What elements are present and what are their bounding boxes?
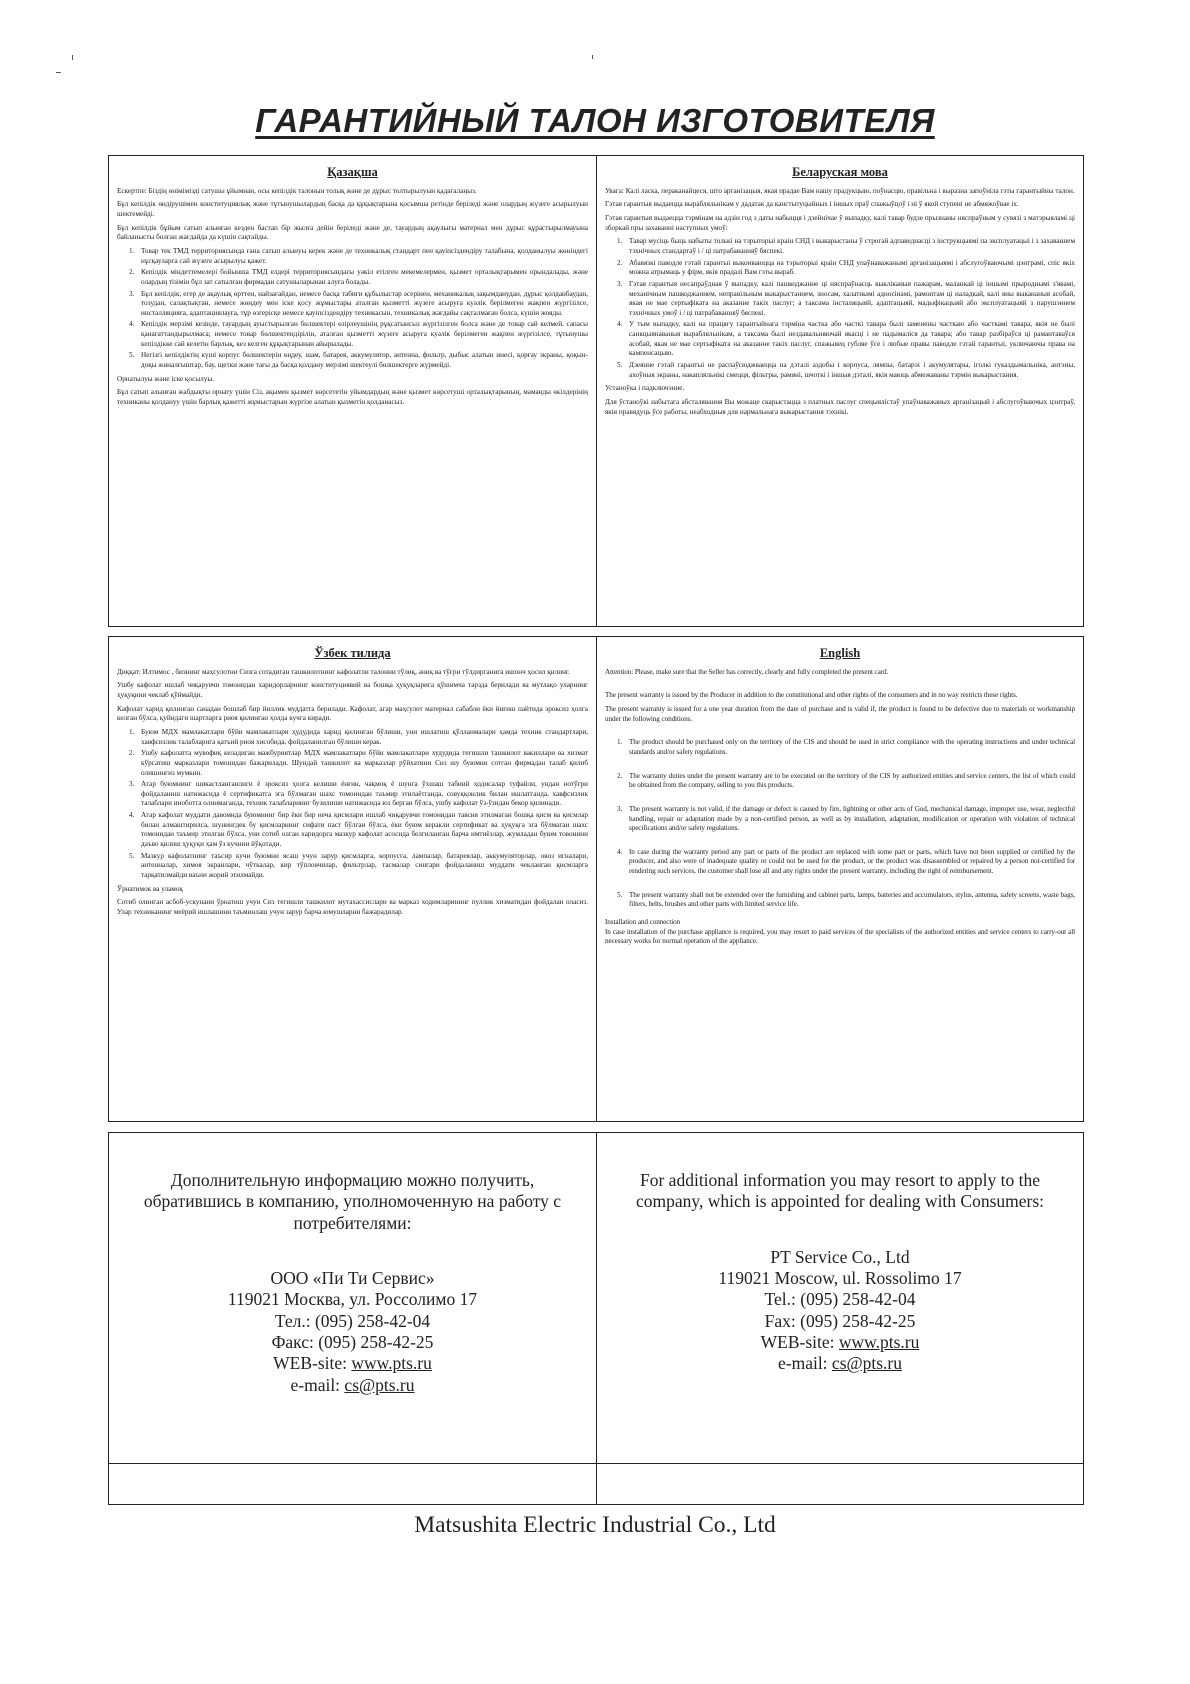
email-link[interactable]: cs@pts.ru [831, 1353, 902, 1374]
paragraph: Attention: Please, make sure that the Seller has correctly, clearly and fully completed the present card. [605, 667, 889, 676]
list-item: 1. Тавар мусіць быць набыты толькі на тэрыторыі краін СНД і выкарыстаны ў строгай адпаведнасці з інструкцыямі па эксплуатацыі і з захаваннем тэхнічных стандартаў і / ці патрабаванняў бяспекі. [617, 237, 1075, 255]
install-text: Сотиб олинган асбоб-ускунани ўрнатиш учун Сиз тегишли ташкилот мутахассислари ва марказ ходимларининг пуллик хизматидан фойдалан оласиз. Улар техниканинг меёрий ишлашини таъминлаш учун зарур барча юмушларни бажарадилар. [117, 898, 588, 916]
email-link[interactable]: cs@pts.ru [344, 1374, 415, 1395]
conditions-list [117, 728, 588, 881]
address: 119021 Moscow, ul. Rossolimo 17 [718, 1268, 962, 1289]
contact-grid [108, 1132, 1084, 1505]
section-kazakh [109, 156, 596, 626]
list-item: 4. Кепілдік мерзімі кезінде, тауардың ауыстырылған бөлшектері өзірлеушінің рұқсатынсыз жүргізілген болса және де товар сай келмей, сапасы қанағаттандырылмаса; немесе товар бөлшектендірілін, аталған қызметті жүзеге асыруға куәлік берілмеген жақпен жүргізілсе, тұтынушы кепілдікке сай келетін барлық, кез келген құқықтарынан айырылады. [129, 320, 588, 348]
paragraph: Ушбу кафолат ишлаб чиқарувчи томонидан харидорларнинг конституциявий ва бошқа ҳуқуқларига қўшимча тарзда берилади ва мутлақо уларнинг ҳуқуқини чеклаб қўймайди. [117, 681, 588, 700]
address: 119021 Москва, ул. Россолимо 17 [227, 1289, 478, 1310]
list-item: 5. Мазкур кафолатнинг таъсир кучи буюмни ясаш учун зарур қисмларга, корпусга, лампалар, батареялар, аккумуляторлар, овоз игналари, антенналар, химоя экранлари, чўткалар, кир тўпловчилар, фильтрлар, тасмалар сингари фойдаланиш муддати чекланган қисмларга тарқатилмайди ваъни жорий этилмайди. [129, 851, 588, 879]
section-belarusian [596, 156, 1083, 626]
page-title: ГАРАНТИЙНЫЙ ТАЛОН ИЗГОТОВИТЕЛЯ [255, 102, 935, 139]
install-text: Бұл сатып алынған жабдықты орнату үшін Сіз, ақымен қызмет көрсететін уйымдардың және қызмет көрсетуші орталықтарының, маманды өкілдерінің техниканы қолдануу үшін барлық қажетті жұмыстарын жүргізе алатын қызметін қолданасыз. [117, 388, 588, 406]
list-item: 4. Агар кафолат муддати давомида буюмнинг бир ёки бир неча қисмлари ишлаб чиқарувчи томонидан тавсия этилмаган бошқа қисм ва қисмлар билан алмаштирилса, шунингдек бу қисмларнинг сифати паст бўлган бўлса, ёки буюм керакли сертификат ва ҳуқуқга эга бўлмаган шахс томонидан таъмир этилган бўлса, уни сотиб олган харидорга мазкур кафолат асосида белгиланган барча имтиёзлар, жумладан буюм товонини даъво қилиш ҳуқуқи ҳам ўз кучини йўқотади. [129, 811, 588, 848]
list-item: 1. Товар тек ТМД территориясында ғана сатып алынуы керек және де техникалық стандарт пен қауіпсіздендіру талабына, қолданылуы жөніндегі нұсқауларға сай жүзеге асырылуы қажет. [129, 246, 588, 265]
section-english [596, 637, 1083, 1121]
website-line: WEB-site: www.pts.ru [273, 1353, 432, 1374]
list-item: 1. The product should be purchased only on the territory of the CIS and should be used in strict compliance with the operating instructions and under technical standards and/or safety regulations. [617, 738, 1075, 756]
paragraph: Бұл кепілдік өндірушімен конституциялық және тұтынушылардың басқа да құқықтарына қосымша ретінде беріледі және олардың жүзеге асырылуын шектемейді. [117, 200, 588, 219]
fax: Факс: (095) 258-42-25 [271, 1332, 434, 1353]
list-item: 5. The present warranty shall not be extended over the furnishing and cabinet parts, lamps, batteries and accumulators, stylus, antenna, safety screens, waste bags, filters, belts, brushes and other parts with limited service life. [617, 890, 1075, 909]
blank-stamp-cell-right [596, 1464, 1083, 1504]
list-item: 5. Негізгі кепілдіктің күші корпус бөлшектерін өңдеу, шам, батарея, аккумулятор, антенна, фильтр, дыбыс алатын инесі, қорғау экраны, қоқын-доқы жиналғыштар, бау, щетки және тағы да басқа қолдану мерзімі шектеулі бөлшектерге жүрмейді. [129, 351, 588, 369]
list-item: 5. Дзеянне гэтай гарантыі не распаўсюджваецца на дэталі аздобы і корпуса, лямпы, батарэі і акумулятары, іголкі гуказдымальніка, антэны, ахоўныя экраны, накапляльнікі смецця, фільтры, рамяні, шчоткі і іншыя дэталі, якія маюць абмежаваны тэрмін выкарыстання. [617, 361, 1075, 379]
email-line: e-mail: cs@pts.ru [290, 1374, 415, 1395]
list-item: 3. Агар буюмнинг шикастланганлиги ё эроксиз ҳолга келиши ёнғин, чақмоқ ё шунга ўхшаш табиий ҳодисалар туфайли, ундан нотўғри фойдаланиш натижасида ё сертификатга эга бўлмаган шахс томонидан таъмир этилаётганда, совуққонлик билан ишлатганда, хавфсизлик талаблари иноботга олинмаганда, техник талабларнинг бузилиши натижасида юз берган бўлса, ушбу кафолат ўз-ўзидан бекор қилинади. [129, 780, 588, 808]
fax: Fax: (095) 258-42-25 [764, 1310, 916, 1331]
list-item: 2. Ушбу кафолатга мувофиқ келадиган мажбуриятлар МДХ мамлакатлари бўйи мамлакатлари худудида тегишли ташкилот вакиллари ва хизмат кўрсатиш марказлари томонидан бажарилади. Шундай ташкилот ва марказлар рўйхатини Сиз шу буюмни сотган фирмадан талаб қилиб олишингиз мумкин. [129, 749, 588, 777]
paragraph: Увага: Калі ласка, пераканайцеся, што арганізацыя, якая прадае Вам нашу прадукцыю, поўнасцю, правільна і выразна запоўніла гэты гарантыйны талон. [605, 186, 1075, 195]
list-item: 4. У тым выпадку, калі на працягу гарантыйнага тэрміна частка або часткі тавара былі заменены часткаю або часткамі тавара, якія не былі санкцыянаваныя вырабляльнікам, а таксама былі нездавальняючай якасці і не падымаліся да тавара; або тавар разбіраўся ці рамантаваўся асобай, якая не мае сертыфіката на аказанне такіх паслуг, спажывец губляе ўсе і любые правы паводле гэтай гарантыі, уключаючы права на кампенсацыю. [617, 320, 1075, 358]
email-line: e-mail: cs@pts.ru [777, 1353, 902, 1374]
website-link[interactable]: www.pts.ru [838, 1332, 920, 1353]
install-heading: Орнатылуы және іске қосылуы. [117, 374, 214, 383]
phone: Tel.: (095) 258-42-04 [764, 1289, 916, 1310]
scan-mark [592, 55, 593, 59]
paragraph: Ескертпе: Біздің өнімімізді сатушы ұйымнан, осы кепілдік талонын толық және де дұрыс толтырылуын қадағалаңыз. [117, 186, 477, 195]
scan-mark [72, 55, 73, 60]
warranty-grid-middle [108, 636, 1084, 1122]
phone: Тел.: (095) 258-42-04 [274, 1310, 431, 1331]
list-item: 2. The warranty duties under the present warranty are to be executed on the territory of the CIS by authorized entities and service centers, the list of which could be obtained from the company, selling to you this products. [617, 771, 1075, 790]
install-text: In case installation of the purchase appliance is required, you may resort to paid services of the specialists of the authorized entities and service centers to carry-out all necessary works for normal operation of the appliance. [605, 927, 1075, 946]
list-item: 2. Абавязкі паводле гэтай гарантыі выконваюцца на тэрыторыі краін СНД упаўнаважанымі арганізацыямі і абслугоўваючымі цэнтрамі, спіс якіх можна атрымаць у фірм, якія прадалі Вам гэты выраб. [617, 258, 1075, 277]
company-name: PT Service Co., Ltd [770, 1246, 910, 1267]
section-heading: English [819, 646, 861, 660]
conditions-list [605, 237, 1075, 380]
paragraph: Гэтая гарантыя выдаецца тэрмінам на адзін год з даты набыцця і дзейнічае ў выпадку, калі тавар будзе прызнаны няспраўным у сувязі з матэрыяламі ці зборкай пры захаванні наступных умоў: [605, 214, 1075, 232]
section-heading: Беларуская мова [792, 165, 888, 179]
conditions-list [605, 738, 1075, 910]
conditions-list [117, 247, 588, 371]
install-heading: Ўрнатимок ва уламоқ [117, 884, 183, 893]
contact-intro: Дополнительную информацию можно получить, обратившись в компанию, уполномоченную на работу с потребителями: [143, 1170, 562, 1233]
contact-english [596, 1133, 1083, 1463]
website-line: WEB-site: www.pts.ru [760, 1332, 920, 1353]
paragraph: Бұл кепілдік бұйым сатып алынған кезден бастап бір жылға дейін беріледі және де, тауардың ақаулығы материал мен дұрыс құрастырылмауына байланысты болған жағдайда да күшін сақтайды. [117, 223, 588, 242]
section-heading: Қазақша [327, 165, 378, 179]
install-heading: Устаноўка і падключэнне. [605, 384, 685, 393]
blank-stamp-cell-left [109, 1464, 596, 1504]
list-item: 3. The present warranty is not valid, if the damage or defect is caused by fire, lightning or other acts of God, mechanical damage, improper use, wear, neglectful handling, repair or adaptation made by a non-certified person, as well as by installation, adaptation, modification or operation with violation of technical specifications and/or safety regulations. [617, 804, 1075, 833]
contact-intro: For additional information you may resort to apply to the company, which is appointed for dealing with Consumers: [635, 1170, 1045, 1212]
list-item: 3. Бұл кепілдік, егер де ақаулық өрттен, найзағайдан, немесе басқа табиғи құбылыстар әсерінен, механикалық зақымданудан, дұрыс қолданбаудан, тозудан, салақтықтан, немесе жөндеу мен іске қосу жұмыстары аталған қызметті жүзеге асыруға куәлік берілмеген жақпен жүргізілсе, инсталляцияға, адаптациялауға, тұр өзгерісқе немесе қауіпсіздендіру техникасын, техникалық жағдайы сақталмаған болса, күшін жояды. [129, 289, 588, 317]
contact-russian [109, 1133, 596, 1463]
install-heading: Installation and connection [605, 918, 681, 926]
install-text: Для ўстаноўкі набытага абсталявання Вы можаце скарыстацца з платных паслуг спецыялістаў упаўнаважаных арганізацый і абслугоўваючых цэнтраў, якія правядуць ўсе работы, неабходныя для нармальнага выкарыстання тэхнікі. [605, 397, 1075, 416]
warranty-grid-top [108, 155, 1084, 627]
manufacturer-footer: Matsushita Electric Industrial Co., Ltd [414, 1512, 776, 1538]
section-heading: Ўзбек тилида [314, 646, 391, 660]
paragraph: Диққат: Илтимос , бизнинг маҳсулотни Сизга сотадиган ташкилотнинг кафолатли талонни тўлиқ, аниқ ва тўғри тўлдирганига ишонч ҳосил қилинг. [117, 667, 570, 676]
scan-mark [56, 72, 61, 73]
paragraph: Кафолат харид қилинган санадан бошлаб бир йиллик муддатга берилади. Кафолат, агар маҳсулот материал сабабли ёки йиғиш пайтида эроксиз ҳолга келган бўлса, қуйидаги шартларга риоя қилинган ҳолда кучга киради. [117, 704, 588, 723]
paragraph: Гэтая гарантыя выдаецца вырабляльнікам у дадатак да канстытуцыйных і іншых праў спажыўцоў і ні ў якой ступені не абмяжоўвае іх. [605, 200, 1019, 209]
section-uzbek [109, 637, 596, 1121]
website-link[interactable]: www.pts.ru [351, 1353, 432, 1374]
list-item: 1. Буюм МДХ мамлакатлари бўйи мамлакатлари ҳудудида харид қилинган бўлиши, уни ишлатиш қўлланмалари ҳамда техник стандартлари, хавфсизлик талабларига қатъий риоя хисобида, фойдаланилган бўлиши керак. [129, 727, 588, 746]
paragraph: The present warranty is issued for a one year duration from the date of purchase and is valid if, the product is found to be defective due to materials or workmanship under the following conditions. [605, 705, 1075, 723]
company-name: ООО «Пи Ти Сервис» [270, 1268, 435, 1289]
list-item: 3. Гэтая гарантыя несапраўдная ў выпадку, калі пашкоджанне ці няспраўнасць выкліканыя пажарам, маланкай ці іншымі прыроднымі з'явамі, механічным пашкоджаннем, неправільным выкарыстаннем, зносам, халатнымі адносінамі, рамонтам ці наладкай, калі яны выкананыя асобай, якая не мае сертыфіката на аказанне такіх паслуг; а таксама інсталяцыяй, адаптацыяй, мадыфікацыяй або эксплуатацыяй з парушэннем тэхнічных умоў і / ці патрабаванняў бяспекі. [617, 279, 1075, 317]
paragraph: The present warranty is issued by the Producer in addition to the constitutional and other rights of the consumers and in no way restricts these rights. [605, 691, 1018, 700]
list-item: 4. In case during the warranty period any part or parts of the product are replaced with some part or parts, which have not been supplied or certified by the producer, and also were of inadequate quality or could not be used for the product, or the product was disassembled or repaired by a person not-certified for rendering such services, the customer shall lose all and any rights under the present warranty, including the right of reimbursement. [617, 847, 1075, 876]
list-item: 2. Кепілдік міндеттемелері бойынша ТМД елдері территориясындағы уәкіл етілген мекемелермен, қызмет орталықтарымен орындалады, және олардың тізімін бұл зат сатылған фирмадан сатушыларынан алуға болады. [129, 268, 588, 286]
